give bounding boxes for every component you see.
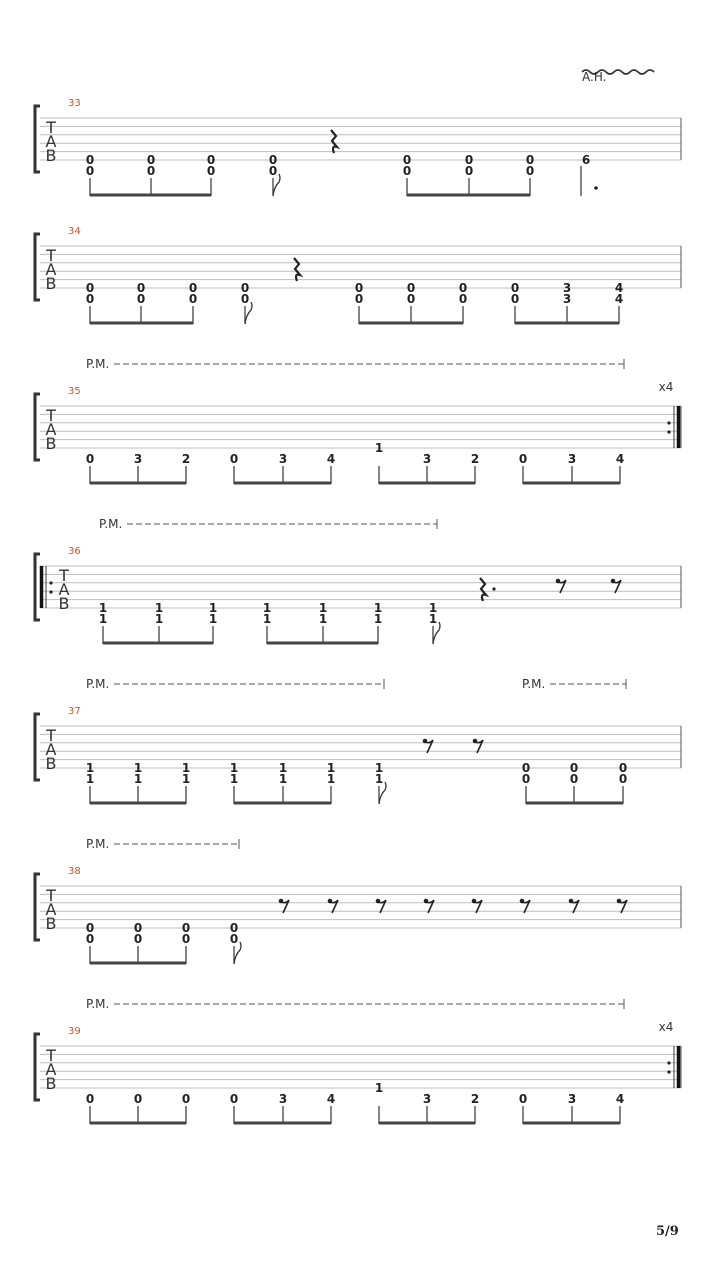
fret-number: 0 (133, 932, 143, 946)
fret-number: 1 (181, 772, 191, 786)
fret-number: 2 (470, 452, 480, 466)
tab-clef-letter: B (45, 914, 57, 933)
fret-number: 0 (85, 281, 95, 295)
quarter-rest (480, 578, 486, 601)
repeat-count-label: x4 (658, 380, 674, 394)
tab-clef-letter: T (46, 886, 56, 905)
fret-number: 4 (615, 1092, 625, 1106)
fret-number: 1 (85, 761, 95, 775)
fret-number: 4 (614, 281, 624, 295)
fret-number: 0 (85, 1092, 95, 1106)
tab-clef-letter: T (59, 566, 69, 585)
tab-staff (35, 554, 681, 620)
fret-number: 1 (374, 772, 384, 786)
fret-number: 0 (133, 1092, 143, 1106)
fret-number: 0 (569, 761, 579, 775)
fret-number: 1 (374, 441, 384, 455)
tab-clef-letter: T (46, 118, 56, 137)
fret-number: 0 (464, 164, 474, 178)
fret-number: 1 (154, 612, 164, 626)
system-bracket (35, 874, 40, 940)
tab-clef-letter: B (58, 594, 70, 613)
fret-number: 1 (181, 761, 191, 775)
tab-clef-letter: A (45, 260, 57, 279)
fret-number: 0 (85, 452, 95, 466)
fret-number: 3 (422, 1092, 432, 1106)
fret-number: 1 (229, 772, 239, 786)
palm-mute-label: P.M. (86, 677, 110, 691)
fret-number: 1 (326, 772, 336, 786)
fret-number: 0 (518, 452, 528, 466)
fret-number: 0 (229, 932, 239, 946)
tab-clef-letter: B (45, 434, 57, 453)
fret-number: 3 (278, 452, 288, 466)
tab-staff (35, 394, 681, 460)
fret-number: 3 (422, 452, 432, 466)
system-bracket (35, 554, 40, 620)
tab-clef-letter: A (45, 132, 57, 151)
fret-number: 0 (181, 1092, 191, 1106)
fret-number: 4 (614, 292, 624, 306)
fret-number: 0 (510, 292, 520, 306)
tab-clef-letter: A (45, 740, 57, 759)
fret-number: 0 (229, 921, 239, 935)
palm-mute-label: P.M. (86, 357, 110, 371)
palm-mute-label: P.M. (99, 517, 123, 531)
fret-number: 0 (618, 761, 628, 775)
fret-number: 0 (525, 164, 535, 178)
repeat-count-label: x4 (658, 1020, 674, 1034)
fret-number: 0 (85, 164, 95, 178)
tab-clef-letter: A (45, 900, 57, 919)
fret-number: 1 (133, 761, 143, 775)
system-bracket (35, 714, 40, 780)
fret-number: 1 (374, 761, 384, 775)
repeat-dot (667, 1070, 670, 1073)
palm-mute-label: P.M. (86, 997, 110, 1011)
fret-number: 3 (562, 281, 572, 295)
fret-number: 0 (406, 292, 416, 306)
fret-number: 1 (98, 601, 108, 615)
fret-number: 0 (240, 281, 250, 295)
fret-number: 1 (85, 772, 95, 786)
fret-number: 0 (569, 772, 579, 786)
fret-number: 3 (278, 1092, 288, 1106)
tab-staff (35, 874, 681, 940)
fret-number: 0 (521, 761, 531, 775)
system-bracket (35, 106, 40, 172)
fret-number: 0 (268, 153, 278, 167)
tab-clef-letter: T (46, 246, 56, 265)
fret-number: 0 (146, 153, 156, 167)
repeat-dot (49, 581, 52, 584)
rest-dot (492, 587, 495, 590)
repeat-dot (667, 430, 670, 433)
fret-number: 1 (262, 612, 272, 626)
fret-number: 1 (154, 601, 164, 615)
tab-clef-letter: B (45, 146, 57, 165)
fret-number: 0 (181, 921, 191, 935)
measure-number: 34 (68, 226, 81, 237)
fret-number: 0 (229, 452, 239, 466)
fret-number: 3 (567, 452, 577, 466)
fret-number: 3 (133, 452, 143, 466)
tab-clef-letter: A (58, 580, 70, 599)
fret-number: 0 (510, 281, 520, 295)
fret-number: 0 (133, 921, 143, 935)
palm-mute-label: P.M. (522, 677, 546, 691)
fret-number: 0 (518, 1092, 528, 1106)
measure-number: 36 (68, 546, 81, 557)
fret-number: 0 (240, 292, 250, 306)
fret-number: 1 (326, 761, 336, 775)
fret-number: 0 (206, 164, 216, 178)
fret-number: 0 (136, 292, 146, 306)
fret-number: 1 (262, 601, 272, 615)
tab-staff (35, 714, 681, 780)
fret-number: 1 (278, 761, 288, 775)
tab-clef-letter: B (45, 754, 57, 773)
repeat-dot (667, 421, 670, 424)
measure-number: 38 (68, 866, 81, 877)
system-bracket (35, 394, 40, 460)
tab-clef-letter: A (45, 420, 57, 439)
fret-number: 1 (428, 601, 438, 615)
fret-number: 3 (567, 1092, 577, 1106)
fret-number: 0 (188, 292, 198, 306)
tab-clef-letter: T (46, 726, 56, 745)
palm-mute-label: P.M. (86, 837, 110, 851)
fret-number: 1 (374, 1081, 384, 1095)
fret-number: 4 (326, 452, 336, 466)
tab-clef-letter: B (45, 274, 57, 293)
repeat-dot (667, 1061, 670, 1064)
fret-number: 2 (470, 1092, 480, 1106)
repeat-dot (49, 590, 52, 593)
measure-number: 35 (68, 386, 81, 397)
tab-clef-letter: T (46, 1046, 56, 1065)
fret-number: 0 (229, 1092, 239, 1106)
system-bracket (35, 234, 40, 300)
fret-number: 1 (318, 601, 328, 615)
fret-number: 3 (562, 292, 572, 306)
fret-number: 2 (181, 452, 191, 466)
measure-number: 39 (68, 1026, 81, 1037)
fret-number: 0 (354, 292, 364, 306)
fret-number: 0 (464, 153, 474, 167)
fret-number: 1 (278, 772, 288, 786)
fret-number: 1 (208, 601, 218, 615)
fret-number: 0 (85, 932, 95, 946)
fret-number: 1 (428, 612, 438, 626)
tab-clef-letter: A (45, 1060, 57, 1079)
measure-number: 37 (68, 706, 81, 717)
harmonic-label: A.H. (582, 70, 607, 84)
fret-number: 0 (354, 281, 364, 295)
fret-number: 1 (98, 612, 108, 626)
measure-number: 33 (68, 98, 81, 109)
fret-number: 1 (318, 612, 328, 626)
fret-number: 6 (581, 153, 591, 167)
page-number: 5/9 (656, 1224, 679, 1239)
quarter-rest (331, 130, 337, 153)
fret-number: 1 (133, 772, 143, 786)
fret-number: 0 (146, 164, 156, 178)
fret-number: 0 (188, 281, 198, 295)
fret-number: 0 (136, 281, 146, 295)
fret-number: 0 (85, 153, 95, 167)
system-bracket (35, 1034, 40, 1100)
fret-number: 4 (615, 452, 625, 466)
quarter-rest (294, 258, 300, 281)
fret-number: 0 (406, 281, 416, 295)
fret-number: 0 (458, 292, 468, 306)
fret-number: 1 (373, 601, 383, 615)
tab-clef-letter: T (46, 406, 56, 425)
fret-number: 0 (206, 153, 216, 167)
fret-number: 0 (618, 772, 628, 786)
tab-staff (35, 1034, 681, 1100)
fret-number: 0 (268, 164, 278, 178)
fret-number: 1 (208, 612, 218, 626)
fret-number: 1 (229, 761, 239, 775)
fret-number: 0 (525, 153, 535, 167)
fret-number: 0 (402, 153, 412, 167)
fret-number: 4 (326, 1092, 336, 1106)
fret-number: 0 (85, 292, 95, 306)
fret-number: 0 (85, 921, 95, 935)
fret-number: 1 (373, 612, 383, 626)
tab-clef-letter: B (45, 1074, 57, 1093)
fret-number: 0 (458, 281, 468, 295)
duration-dot (594, 186, 598, 190)
fret-number: 0 (181, 932, 191, 946)
fret-number: 0 (402, 164, 412, 178)
fret-number: 0 (521, 772, 531, 786)
